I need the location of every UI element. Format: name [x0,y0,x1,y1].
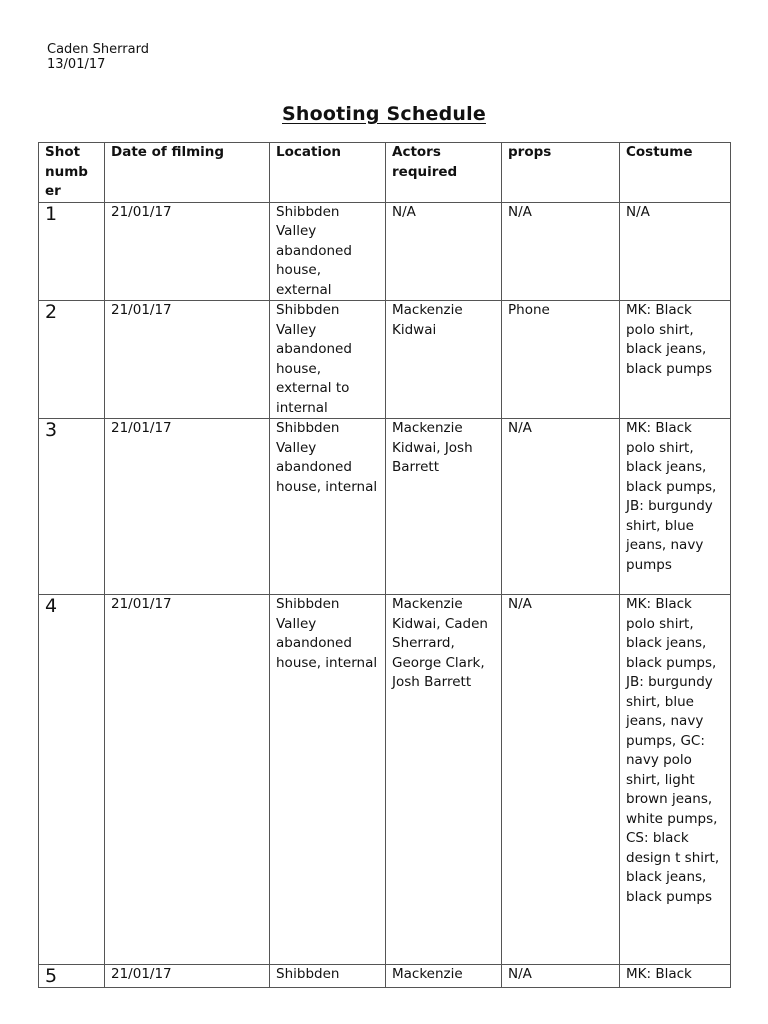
actors-cell: N/A [386,202,502,301]
actors-cell: Mackenzie Kidwai [386,301,502,419]
date-cell: 21/01/17 [105,965,270,988]
column-header-props: props [502,143,620,203]
costume-cell: MK: Black polo shirt, black jeans, black pumps [620,301,731,419]
props-cell: N/A [502,965,620,988]
costume-cell: MK: Black polo shirt, black jeans, black pumps, JB: burgundy shirt, blue jeans, navy pumps [620,419,731,595]
props-cell: Phone [502,301,620,419]
props-cell: N/A [502,419,620,595]
author-name: Caden Sherrard [47,42,149,57]
location-cell: Shibbden Valley abandoned house, internal [270,419,386,595]
location-cell: Shibbden Valley abandoned house, external [270,202,386,301]
actors-cell: Mackenzie [386,965,502,988]
column-header-actors: Actors required [386,143,502,203]
document-date: 13/01/17 [47,57,106,72]
location-cell: Shibbden Valley abandoned house, internal [270,595,386,965]
table-row [39,301,731,419]
actors-cell: Mackenzie Kidwai, Josh Barrett [386,419,502,595]
date-cell: 21/01/17 [105,595,270,965]
column-header-date: Date of filming [105,143,270,203]
table-row [39,595,731,965]
date-cell: 21/01/17 [105,419,270,595]
costume-cell: N/A [620,202,731,301]
table-row [39,419,731,595]
table-row [39,965,731,988]
page-title: Shooting Schedule [282,103,486,125]
props-cell: N/A [502,595,620,965]
table-header-row [39,143,731,203]
column-header-shot-number: Shot numb er [39,143,105,203]
shot-number-cell: 2 [39,301,105,419]
actors-cell: Mackenzie Kidwai, Caden Sherrard, George Clark, Josh Barrett [386,595,502,965]
column-header-costume: Costume [620,143,731,203]
costume-cell: MK: Black [620,965,731,988]
location-cell: Shibbden [270,965,386,988]
shot-number-cell: 3 [39,419,105,595]
props-cell: N/A [502,202,620,301]
column-header-location: Location [270,143,386,203]
costume-cell: MK: Black polo shirt, black jeans, black pumps, JB: burgundy shirt, blue jeans, navy pumps, GC: navy polo shirt, light brown jeans, white pumps, CS: black design t shirt, black jeans, black pumps [620,595,731,965]
location-cell: Shibbden Valley abandoned house, external to internal [270,301,386,419]
shot-number-cell: 5 [39,965,105,988]
date-cell: 21/01/17 [105,202,270,301]
date-cell: 21/01/17 [105,301,270,419]
shot-number-cell: 1 [39,202,105,301]
table-row [39,202,731,301]
shot-number-cell: 4 [39,595,105,965]
document-header [47,42,149,72]
shooting-schedule-table [38,142,731,988]
